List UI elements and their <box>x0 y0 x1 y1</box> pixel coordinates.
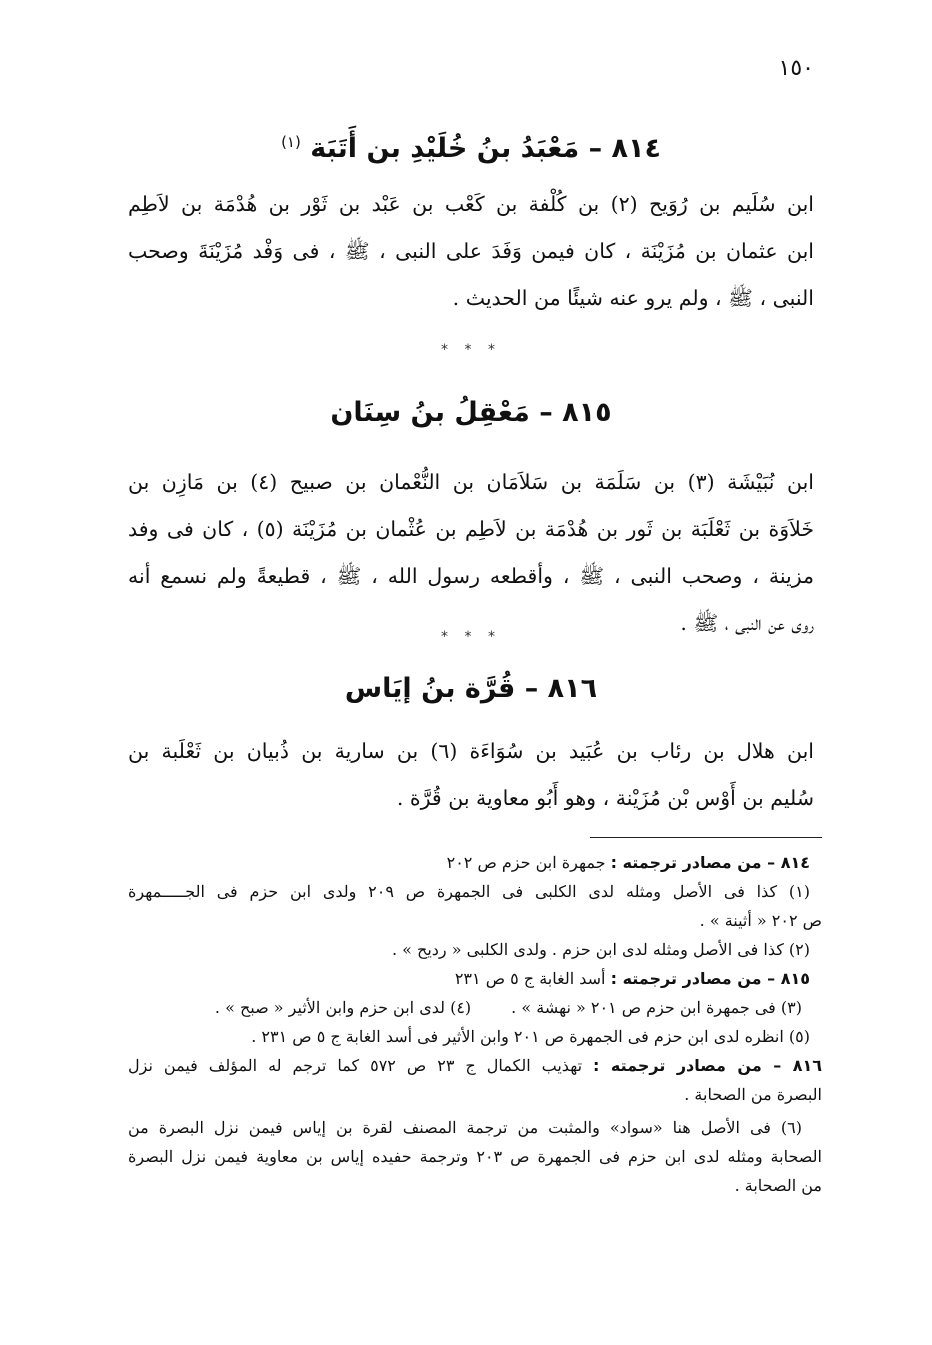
page-number: ١٥٠ <box>778 56 814 81</box>
body-line: ابن هلال بن رئاب بن عُبَيد بن سُوَاءَة (٦) بن سارية بن ذُبيان بن ثَعْلَبة بن <box>128 739 814 763</box>
footnote-5 <box>128 1022 822 1051</box>
footnote-line: (٢) كذا فى الأصل ومثله لدى ابن حزم . ولدى الكلبى « رديح » . <box>391 940 810 959</box>
footnote-line: (٦) فى الأصل هنا «سواد» والمثبت من ترجمة المصنف لقرة بن إياس فيمن نزل البصرة من <box>128 1118 802 1137</box>
footnote-2 <box>128 935 822 964</box>
footnote-line: البصرة من الصحابة . <box>684 1085 822 1104</box>
sources-text: أسد الغابة ج ٥ ص ٢٣١ <box>454 969 606 988</box>
entry-title <box>128 120 814 164</box>
body-line: ابن سُلَيم بن رُوَيح (٢) بن كُلْفة بن كَعْب بن عَبْد بن ثَوْر بن هُدْمَة بن لاَطِم <box>128 192 814 216</box>
body-line: ابن عثمان بن مُزَيْنَة ، كان فيمن وَفَدَ على النبى ، ﷺ ، فى وَفْد مُزَيْنَةَ وصحب <box>128 239 814 263</box>
body-line: النبى ، ﷺ ، ولم يرو عنه شيئًا من الحديث . <box>452 286 814 310</box>
entry-body <box>128 728 814 822</box>
footnote-815-sources <box>128 964 822 993</box>
body-line: ابن نُبَيْشَة (٣) بن سَلَمَة بن سَلاَمَان بن النُّعْمان بن صبيح (٤) بن مَازِن بن <box>128 470 814 494</box>
footnotes-3-4 <box>128 993 822 1022</box>
entry-title-text: ٨١٤ – مَعْبَدُ بنُ خُلَيْدِ بن أَتَبَة <box>310 133 661 164</box>
footnote-6 <box>128 1113 822 1200</box>
section-separator: * * * <box>441 629 501 645</box>
body-line: خَلاَوَة بن ثَعْلَبَة بن ثَور بن هُدْمَة بن لاَطِم بن عُثْمان بن مُزَيْنَة (٥) ، كان فى وفد <box>128 517 814 541</box>
entry-title: ٨١٥ – مَعْقِلُ بنُ سِنَان <box>330 397 612 428</box>
footnote-line: (٥) انظره لدى ابن حزم فى الجمهرة ص ٢٠١ وابن الأثير فى أسد الغابة ج ٥ ص ٢٣١ . <box>251 1027 810 1046</box>
footnotes <box>128 848 822 1200</box>
body-line: مزينة ، وصحب النبى ، ﷺ ، وأقطعه رسول الله ، ﷺ ، قطيعةً ولم نسمع أنه <box>128 564 814 588</box>
footnote-3: (٣) فى جمهرة ابن حزم ص ٢٠١ « نهشة » . <box>511 998 802 1017</box>
footnote-816-sources <box>128 1051 822 1109</box>
entry-815 <box>128 391 814 647</box>
sources-heading: ٨١٦ – من مصادر ترجمته : <box>593 1056 822 1075</box>
entry-body <box>128 181 814 322</box>
sources-heading: ٨١٥ – من مصادر ترجمته : <box>610 969 810 988</box>
footnote-line: ص ٢٠٢ « أثينة » . <box>699 911 822 930</box>
footnote-line: الصحابة ومثله لدى ابن حزم فى الجمهرة ص ٢٠٣ وترجمة حفيده إياس بن معاوية فيمن نزل البصرة <box>128 1147 822 1166</box>
footnote-line: (١) كذا فى الأصل ومثله لدى الكلبى فى الجمهرة ص ٢٠٩ ولدى ابن حزم فى الجـــــمهرة <box>128 882 811 901</box>
body-line: سُليم بن أَوْس بْن مُزَيْنة ، وهو أَبُو معاوية بن قُرَّة . <box>396 786 814 810</box>
body-line: روى عن النبى ، ﷺ . <box>680 611 814 635</box>
sources-text: جمهرة ابن حزم ص ٢٠٢ <box>446 853 606 872</box>
entry-body <box>128 459 814 647</box>
entry-814 <box>128 120 814 322</box>
entry-title: ٨١٦ – قُرَّة بنُ إيَاس <box>344 673 598 704</box>
sources-heading: ٨١٤ – من مصادر ترجمته : <box>610 853 810 872</box>
footnote-rule <box>590 837 822 838</box>
footnote-4: (٤) لدى ابن حزم وابن الأثير « صبح » . <box>214 998 472 1017</box>
entry-816 <box>128 667 814 822</box>
footnote-814-sources <box>128 848 822 877</box>
sources-text: تهذيب الكمال ج ٢٣ ص ٥٧٢ كما ترجم له المؤلف فيمن نزل <box>128 1056 583 1075</box>
footnote-1 <box>128 877 822 935</box>
title-footnote-ref: (١) <box>281 133 301 151</box>
section-separator: * * * <box>441 342 501 358</box>
footnote-line: من الصحابة . <box>734 1176 822 1195</box>
